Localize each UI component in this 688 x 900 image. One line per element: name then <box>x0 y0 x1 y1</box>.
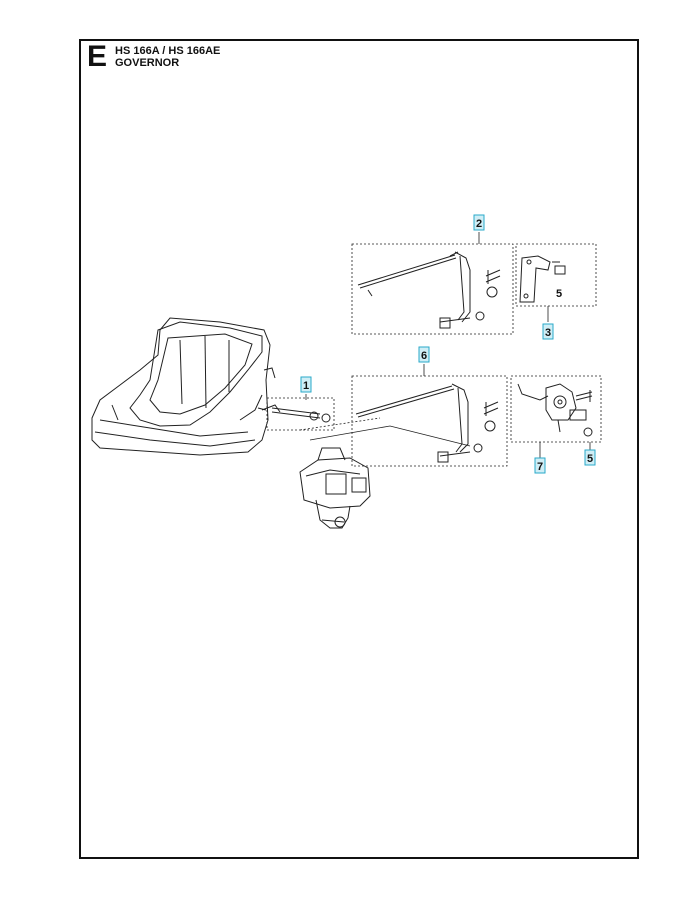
item2-governor-arm-drawing <box>358 252 500 328</box>
callout-6 <box>419 347 429 362</box>
section-letter: E <box>87 40 108 73</box>
callout-1 <box>301 377 311 392</box>
callout-5a <box>556 288 562 300</box>
callout-3 <box>543 324 553 339</box>
section-title: GOVERNOR <box>115 57 180 69</box>
engine-block-drawing <box>92 318 280 455</box>
item6-group-box <box>352 376 507 466</box>
callout-5a-label: 5 <box>555 288 563 300</box>
callout-1-label: 1 <box>302 380 310 392</box>
callout-3-label: 3 <box>544 327 552 339</box>
callout-7 <box>535 458 545 473</box>
item2-group-box <box>352 244 513 334</box>
callout-6-label: 6 <box>420 350 428 362</box>
callout-5b-label: 5 <box>586 453 594 465</box>
model-label: HS 166A / HS 166AE <box>115 45 221 57</box>
callout-2 <box>474 215 484 230</box>
item7-throttle-control-drawing <box>518 384 592 436</box>
callout-5b <box>585 450 595 465</box>
carburetor-drawing <box>300 448 370 528</box>
governor-shaft-drawing <box>258 408 330 422</box>
item6-governor-arm-drawing <box>356 384 498 462</box>
callout-7-label: 7 <box>536 461 544 473</box>
item7-group-box <box>511 376 601 442</box>
callout-2-label: 2 <box>475 218 483 230</box>
